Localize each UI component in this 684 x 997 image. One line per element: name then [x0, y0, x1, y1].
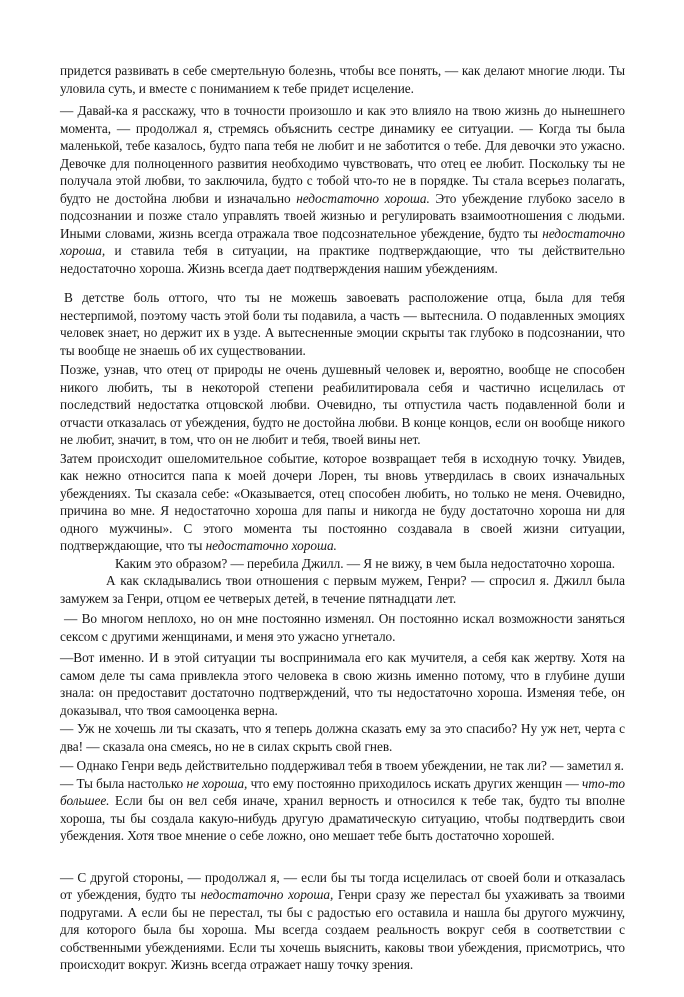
text-run: Это убеждение глубоко засело в подсознании и позже стало управлять твоей жизнью и регулировать взаимоотношения с людьми. Иными словами, жизнь всегда отражала твое подсознательное убеждение, будто ты [60, 190, 625, 241]
emphasis-text-run: недостаточно хороша, [200, 887, 334, 902]
emphasis-text-run: не хороша, [186, 775, 248, 791]
paragraph-9 [60, 649, 625, 719]
text-run: —Вот именно. И в этой ситуации ты воспринимала его как мучителя, а себя как жертву. Хотя на самом деле ты сама привлекла этого человека в свою жизнь именно потому, что в глубине души знала: он предоставит достаточно подтверждений, что ты недостаточно хороша. Изменяя тебе, он доказывал, что твоя самооценка верна. [60, 650, 625, 718]
paragraph-5 [60, 450, 625, 555]
text-run: Позже, узнав, что отец от природы не очень душевный человек и, вероятно, вообще не способен никого любить, ты в некоторой степени реабилитировала себя и частично исцелилась от последствий недостатка отцовской любви. Очевидно, ты отпустила часть подавленной боли и отчасти отказалась от убеждения, будто не достойна любви. В конце концов, если он вообще никого не любит, значит, в том, что он не любит и тебя, твоей вины нет. [60, 362, 625, 447]
paragraph-1 [60, 62, 625, 97]
emphasis-text-run: недостаточно хороша. [205, 538, 337, 553]
text-run: — Однако Генри ведь действительно поддерживал тебя в твоем убеждении, не так ли? — заметил я. [60, 758, 624, 773]
text-run: — Давай-ка я расскажу, что в точности произошло и как это влияло на твою жизнь до нынешнего момента, — продолжал я, стремясь объяснить сестре динамику ее ситуации. — Когда ты была маленькой, тебе казалось, будто папа тебя не любит и не заботится о тебе. Для девочки это ужасно. Девочке для полноценного развития необходимо чувствовать, что отец ее любит. Поскольку ты не получала этой любви, то заключила, будто с тобой что-то не в порядке. Ты стала всерьез полагать, будто не достойна любви и изначально [60, 103, 625, 206]
text-run: и ставила тебя в ситуации, на практике подтверждающие, что ты действительно недостаточно хороша. Жизнь всегда дает подтверждения нашим убеждениям. [60, 243, 625, 276]
emphasis-text-run: недостаточно хороша. [296, 190, 430, 206]
emphasis-text-run: что-то большее. [60, 775, 625, 808]
paragraph-3 [60, 289, 625, 359]
paragraph-2 [60, 102, 625, 277]
text-run: что ему постоянно приходилось искать других женщин — [247, 775, 583, 791]
text-run: Если бы он вел себя иначе, хранил верность и относился к тебе так, будто ты вполне хороша, ты бы создала какую-нибудь другую драматическую ситуацию, чтобы подтвердить свои убеждения. Хотя твое мнение о себе ложно, оно мешает тебе быть достаточно хорошей. [60, 793, 625, 843]
paragraph-7 [60, 572, 625, 607]
text-run: Каким это образом? — перебила Джилл. — Я не вижу, в чем была недостаточно хороша. [115, 555, 616, 571]
text-run: придется развивать в себе смертельную болезнь, чтобы все понять, — как делают многие люди. Ты уловила суть, и вместе с пониманием к тебе придет исцеление. [60, 63, 625, 96]
paragraph-12 [60, 775, 625, 845]
text-run: — Уж не хочешь ли ты сказать, что я теперь должна сказать ему за это спасибо? Ну уж нет, черта с два! — сказала она смеясь, но не в силах скрыть свой гнев. [60, 721, 625, 754]
text-run: А как складывались твои отношения с первым мужем, Генри? — спросил я. Джилл была замужем за Генри, отцом ее четверых детей, в течение пятнадцати лет. [60, 573, 625, 606]
text-run: Генри сразу же перестал бы ухаживать за твоими подругами. А если бы не перестал, ты бы с радостью его оставила и нашла бы другого мужчину, для которого была бы хороша. Мы всегда создаем реальность вокруг себя в соответствии с собственными убеждениями. Если ты хочешь выяснить, каковы твои убеждения, присмотрись, что происходит вокруг. Жизнь всегда отражает нашу точку зрения. [60, 887, 625, 972]
paragraph-6 [60, 555, 625, 573]
text-run: Затем происходит ошеломительное событие, которое возвращает тебя в исходную точку. Увидев, как нежно относится папа к моей дочери Лорен, ты вновь утвердилась в своих изначальных убеждениях. Ты сказала себе: «Оказывается, отец способен любить, но только не меня. Очевидно, причина во мне. Я недостаточно хороша для папы и никогда не буду достаточно хороша ни для одного мужчины». С этого момента ты постоянно создавала в своей жизни ситуации, подтверждающие, что ты [60, 450, 625, 553]
paragraph-11 [60, 757, 625, 775]
text-block [60, 62, 625, 974]
paragraph-4 [60, 361, 625, 449]
emphasis-text-run: недостаточно хороша, [60, 225, 625, 258]
text-run: — С другой стороны, — продолжал я, — если бы ты тогда исцелилась от своей боли и отказалась от убеждения, будто ты [60, 869, 625, 902]
paragraph-10 [60, 720, 625, 755]
text-run: — Ты была настолько [60, 775, 187, 791]
paragraph-13 [60, 869, 625, 974]
paragraph-8 [60, 610, 625, 645]
text-run: В детстве боль оттого, что ты не можешь завоевать расположение отца, была для тебя нестерпимой, поэтому часть этой боли ты подавила, а часть — вытеснила. О подавленных эмоциях человек знает, но держит их в узде. А вытесненные эмоции скрыты так глубоко в подсознании, что ты вообще не знаешь об их существовании. [60, 290, 625, 358]
text-run: — Во многом неплохо, но он мне постоянно изменял. Он постоянно искал возможности заняться сексом с другими женщинами, и меня это ужасно угнетало. [60, 611, 625, 644]
